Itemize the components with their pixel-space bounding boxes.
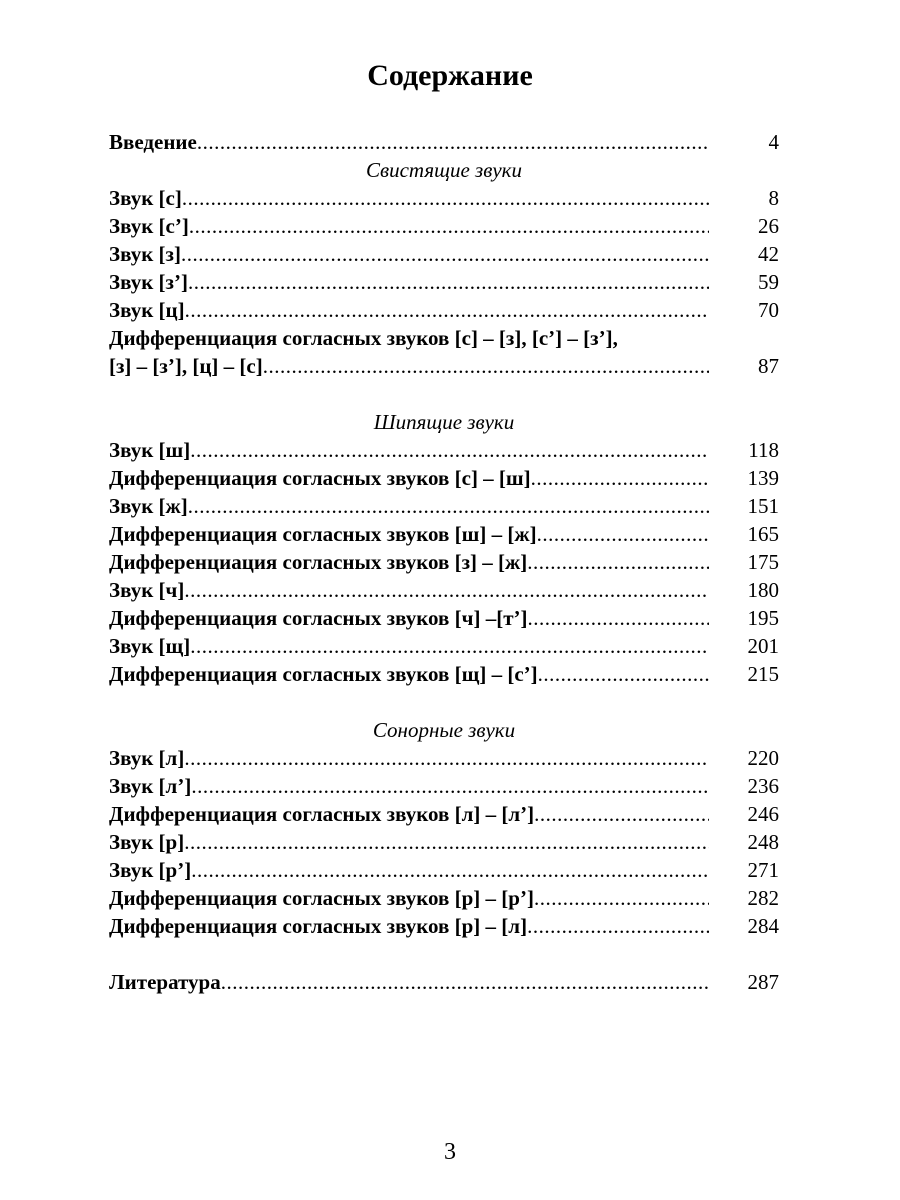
- toc-entry-page: 139: [747, 466, 779, 490]
- toc-entry-page: 151: [747, 494, 779, 518]
- toc-entry-label: Дифференциация согласных звуков [л] – [л’] .....: [109, 800, 709, 828]
- toc-entry-page: 282: [747, 886, 779, 910]
- toc-entry-label: Звук [р’] .....: [109, 856, 709, 884]
- toc-entry-page: 70: [758, 298, 779, 322]
- toc-entry[interactable]: [109, 828, 779, 856]
- toc-entry-page: 287: [747, 970, 779, 994]
- table-of-contents: [109, 128, 779, 996]
- toc-entry[interactable]: [109, 912, 779, 940]
- toc-entry[interactable]: [109, 884, 779, 912]
- toc-entry-label: Дифференциация согласных звуков [з] – [ж] .....: [109, 548, 709, 576]
- toc-entry[interactable]: [109, 464, 779, 492]
- toc-entry-label: Литература .....: [109, 968, 709, 996]
- toc-entry-label: Дифференциация согласных звуков [р] – [р’] .....: [109, 884, 709, 912]
- toc-entry-page: 118: [748, 438, 779, 462]
- toc-entry-literature[interactable]: [109, 968, 779, 996]
- spacer: [109, 380, 779, 408]
- toc-entry-page: 8: [768, 186, 779, 210]
- toc-entry-intro[interactable]: [109, 128, 779, 156]
- toc-entry-page: 271: [747, 858, 779, 882]
- toc-entry[interactable]: [109, 744, 779, 772]
- section-heading: Сонорные звуки: [372, 718, 516, 742]
- toc-entry-multiline-first[interactable]: Дифференциация согласных звуков [с] – [з], [с’] – [з’],: [109, 326, 618, 350]
- toc-entry[interactable]: [109, 576, 779, 604]
- toc-entry-page: 220: [747, 746, 779, 770]
- toc-entry-label: Дифференциация согласных звуков [р] – [л] .....: [109, 912, 709, 940]
- page-title: Содержание: [367, 59, 533, 92]
- toc-entry[interactable]: [109, 772, 779, 800]
- toc-entry-label: Звук [з’] .....: [109, 268, 709, 296]
- toc-entry-label: [з] – [з’], [ц] – [с] .....: [109, 352, 709, 380]
- toc-entry-label: Введение .....: [109, 128, 709, 156]
- toc-entry-label: Звук [щ] .....: [109, 632, 709, 660]
- toc-entry[interactable]: [109, 492, 779, 520]
- toc-entry[interactable]: [109, 268, 779, 296]
- toc-entry-label: Дифференциация согласных звуков [ч] –[т’] .....: [109, 604, 709, 632]
- toc-entry[interactable]: [109, 604, 779, 632]
- section-heading: Шипящие звуки: [373, 410, 515, 434]
- toc-entry-page: 26: [758, 214, 779, 238]
- toc-entry-page: 42: [758, 242, 779, 266]
- toc-entry[interactable]: [109, 800, 779, 828]
- toc-entry-page: 248: [747, 830, 779, 854]
- toc-entry-label: Звук [ш] .....: [109, 436, 709, 464]
- toc-entry-page: 59: [758, 270, 779, 294]
- toc-entry-label: Звук [ц] .....: [109, 296, 709, 324]
- toc-entry[interactable]: [109, 632, 779, 660]
- toc-entry-label: Звук [ч] .....: [109, 576, 709, 604]
- toc-entry-multiline-second[interactable]: [109, 352, 779, 380]
- toc-entry-label: Звук [л’] .....: [109, 772, 709, 800]
- toc-entry-page: 246: [747, 802, 779, 826]
- toc-entry[interactable]: [109, 520, 779, 548]
- toc-entry-page: 236: [747, 774, 779, 798]
- toc-entry[interactable]: [109, 660, 779, 688]
- toc-entry[interactable]: [109, 184, 779, 212]
- section-heading: Свистящие звуки: [365, 158, 522, 182]
- toc-entry-page: 175: [747, 550, 779, 574]
- toc-entry-page: 215: [747, 662, 779, 686]
- page-number: 3: [444, 1139, 456, 1165]
- toc-entry-label: Дифференциация согласных звуков [с] – [ш] .....: [109, 464, 709, 492]
- toc-entry-page: 201: [747, 634, 779, 658]
- toc-entry[interactable]: [109, 436, 779, 464]
- toc-entry-page: 195: [747, 606, 779, 630]
- toc-entry-label: Звук [с] .....: [109, 184, 709, 212]
- toc-entry-label: Звук [р] .....: [109, 828, 709, 856]
- toc-entry[interactable]: [109, 212, 779, 240]
- toc-entry-page: 87: [758, 354, 779, 378]
- toc-entry-label: Звук [л] .....: [109, 744, 709, 772]
- toc-entry[interactable]: [109, 296, 779, 324]
- toc-entry-label: Звук [с’] .....: [109, 212, 709, 240]
- toc-entry[interactable]: [109, 548, 779, 576]
- toc-entry-label: Дифференциация согласных звуков [ш] – [ж] .....: [109, 520, 709, 548]
- spacer: [109, 688, 779, 716]
- toc-entry-page: 165: [747, 522, 779, 546]
- toc-entry-page: 284: [747, 914, 779, 938]
- toc-entry-label: Дифференциация согласных звуков [щ] – [с’] .....: [109, 660, 709, 688]
- toc-entry-label: Звук [з] .....: [109, 240, 709, 268]
- toc-entry-label: Звук [ж] .....: [109, 492, 709, 520]
- toc-entry-page: 4: [768, 130, 779, 154]
- toc-entry[interactable]: [109, 856, 779, 884]
- spacer: [109, 940, 779, 968]
- toc-entry-page: 180: [747, 578, 779, 602]
- toc-entry[interactable]: [109, 240, 779, 268]
